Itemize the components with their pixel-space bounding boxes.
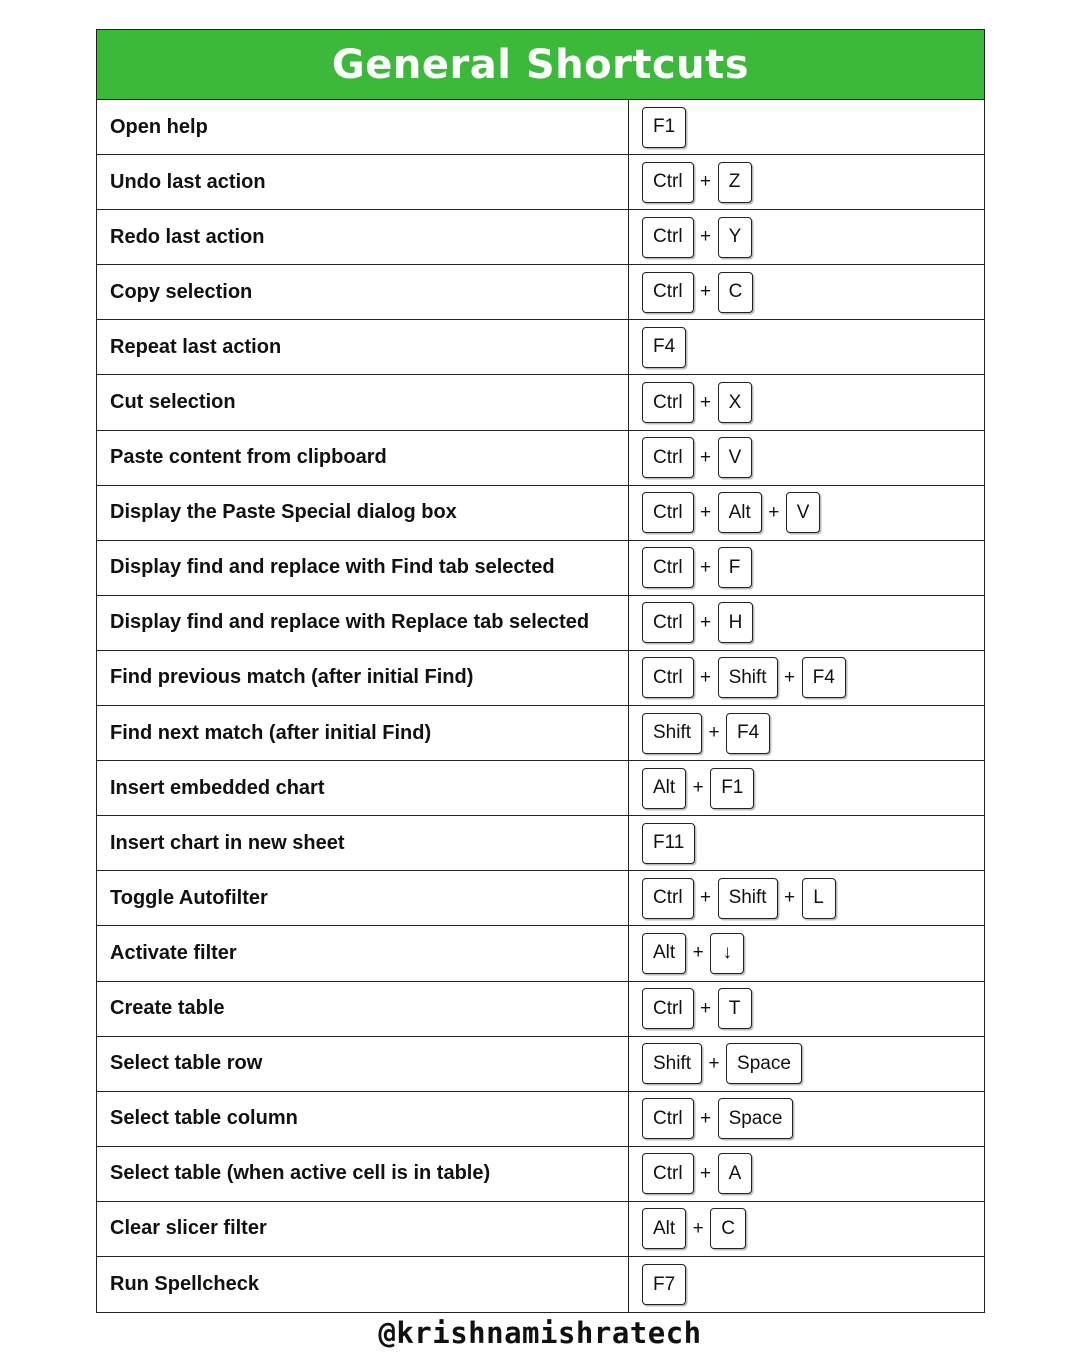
shortcut-action: Display find and replace with Replace tab selected [97, 596, 629, 650]
plus-sign: + [700, 1162, 712, 1184]
shortcut-keys [629, 926, 984, 980]
keycap: Space [726, 1043, 802, 1084]
plus-sign: + [700, 997, 712, 1019]
plus-sign: + [700, 281, 712, 303]
shortcut-keys [629, 1257, 984, 1312]
shortcut-keys [629, 486, 984, 540]
plus-sign: + [700, 887, 712, 909]
keycap: F4 [642, 327, 686, 368]
shortcut-keys [629, 816, 984, 870]
shortcut-keys [629, 155, 984, 209]
keycap: F4 [726, 713, 770, 754]
keycap: Ctrl [642, 547, 694, 588]
shortcut-action: Clear slicer filter [97, 1202, 629, 1256]
table-row [97, 761, 984, 816]
keycap: Ctrl [642, 657, 694, 698]
keycap: Ctrl [642, 162, 694, 203]
shortcut-keys [629, 100, 984, 154]
keycap: T [718, 988, 752, 1029]
shortcut-keys [629, 320, 984, 374]
shortcut-action: Paste content from clipboard [97, 431, 629, 485]
shortcut-action: Activate filter [97, 926, 629, 980]
shortcut-action: Run Spellcheck [97, 1257, 629, 1312]
keycap: Z [718, 162, 752, 203]
plus-sign: + [700, 501, 712, 523]
table-row [97, 1037, 984, 1092]
keycap: F1 [642, 107, 686, 148]
table-row [97, 1202, 984, 1257]
plus-sign: + [784, 887, 796, 909]
table-row [97, 1147, 984, 1202]
keycap: L [802, 878, 836, 919]
keycap: Shift [718, 657, 778, 698]
plus-sign: + [692, 1217, 704, 1239]
table-row [97, 1092, 984, 1147]
table-header [97, 30, 984, 100]
table-row [97, 1257, 984, 1312]
shortcut-keys [629, 761, 984, 815]
shortcut-keys [629, 596, 984, 650]
plus-sign: + [700, 611, 712, 633]
table-row [97, 596, 984, 651]
keycap: C [718, 272, 754, 313]
shortcut-keys [629, 982, 984, 1036]
plus-sign: + [708, 722, 720, 744]
shortcut-action: Copy selection [97, 265, 629, 319]
shortcut-keys [629, 651, 984, 705]
keycap: H [718, 602, 754, 643]
shortcut-action: Display the Paste Special dialog box [97, 486, 629, 540]
plus-sign: + [700, 446, 712, 468]
shortcut-action: Display find and replace with Find tab selected [97, 541, 629, 595]
shortcut-action: Select table column [97, 1092, 629, 1146]
keycap: V [786, 492, 821, 533]
shortcut-action: Cut selection [97, 375, 629, 429]
table-row [97, 210, 984, 265]
shortcut-action: Insert chart in new sheet [97, 816, 629, 870]
plus-sign: + [692, 777, 704, 799]
plus-sign: + [700, 556, 712, 578]
keycap: Ctrl [642, 878, 694, 919]
shortcut-keys [629, 706, 984, 760]
shortcut-action: Repeat last action [97, 320, 629, 374]
keycap: F1 [710, 768, 754, 809]
table-row [97, 706, 984, 761]
keycap: Shift [718, 878, 778, 919]
keycap: Ctrl [642, 217, 694, 258]
keycap: X [718, 382, 753, 423]
keycap: F4 [802, 657, 846, 698]
keycap: V [718, 437, 753, 478]
plus-sign: + [692, 942, 704, 964]
author-handle: @krishnamishratech [378, 1316, 702, 1350]
keycap: Ctrl [642, 1098, 694, 1139]
shortcut-keys [629, 265, 984, 319]
keycap: Shift [642, 1043, 702, 1084]
keycap: Alt [642, 768, 686, 809]
plus-sign: + [700, 391, 712, 413]
keycap: Ctrl [642, 1153, 694, 1194]
shortcut-keys [629, 1092, 984, 1146]
plus-sign: + [768, 501, 780, 523]
shortcut-keys [629, 1037, 984, 1091]
shortcut-keys [629, 1202, 984, 1256]
keycap: Alt [642, 933, 686, 974]
page-title: General Shortcuts [331, 41, 750, 88]
keycap: ↓ [710, 933, 744, 974]
table-row [97, 871, 984, 926]
shortcut-action: Select table (when active cell is in table) [97, 1147, 629, 1201]
shortcut-keys [629, 541, 984, 595]
keycap: F11 [642, 823, 695, 864]
shortcut-action: Undo last action [97, 155, 629, 209]
keycap: Ctrl [642, 492, 694, 533]
plus-sign: + [784, 666, 796, 688]
table-row [97, 816, 984, 871]
shortcut-keys [629, 375, 984, 429]
keycap: Ctrl [642, 437, 694, 478]
keycap: A [718, 1153, 753, 1194]
keycap: C [710, 1208, 746, 1249]
table-row [97, 431, 984, 486]
keycap: Alt [718, 492, 762, 533]
keycap: Ctrl [642, 272, 694, 313]
shortcut-keys [629, 210, 984, 264]
shortcut-action: Create table [97, 982, 629, 1036]
plus-sign: + [700, 1107, 712, 1129]
keycap: F [718, 547, 752, 588]
table-row [97, 320, 984, 375]
shortcut-action: Find next match (after initial Find) [97, 706, 629, 760]
plus-sign: + [708, 1052, 720, 1074]
shortcut-action: Open help [97, 100, 629, 154]
plus-sign: + [700, 666, 712, 688]
table-row [97, 926, 984, 981]
shortcut-keys [629, 431, 984, 485]
table-row [97, 100, 984, 155]
shortcut-action: Select table row [97, 1037, 629, 1091]
keycap: Shift [642, 713, 702, 754]
keycap: Space [718, 1098, 794, 1139]
plus-sign: + [700, 226, 712, 248]
keycap: Y [718, 217, 753, 258]
table-row [97, 541, 984, 596]
keycap: Alt [642, 1208, 686, 1249]
plus-sign: + [700, 171, 712, 193]
table-row [97, 265, 984, 320]
table-row [97, 375, 984, 430]
table-row [97, 486, 984, 541]
table-row [97, 155, 984, 210]
shortcut-table [96, 29, 985, 1313]
keycap: Ctrl [642, 382, 694, 423]
table-row [97, 982, 984, 1037]
shortcut-keys [629, 871, 984, 925]
keycap: Ctrl [642, 988, 694, 1029]
table-row [97, 651, 984, 706]
shortcut-action: Redo last action [97, 210, 629, 264]
shortcut-action: Toggle Autofilter [97, 871, 629, 925]
shortcut-keys [629, 1147, 984, 1201]
shortcut-rows [97, 100, 984, 1312]
shortcut-action: Find previous match (after initial Find) [97, 651, 629, 705]
keycap: Ctrl [642, 602, 694, 643]
keycap: F7 [642, 1264, 686, 1305]
shortcut-action: Insert embedded chart [97, 761, 629, 815]
